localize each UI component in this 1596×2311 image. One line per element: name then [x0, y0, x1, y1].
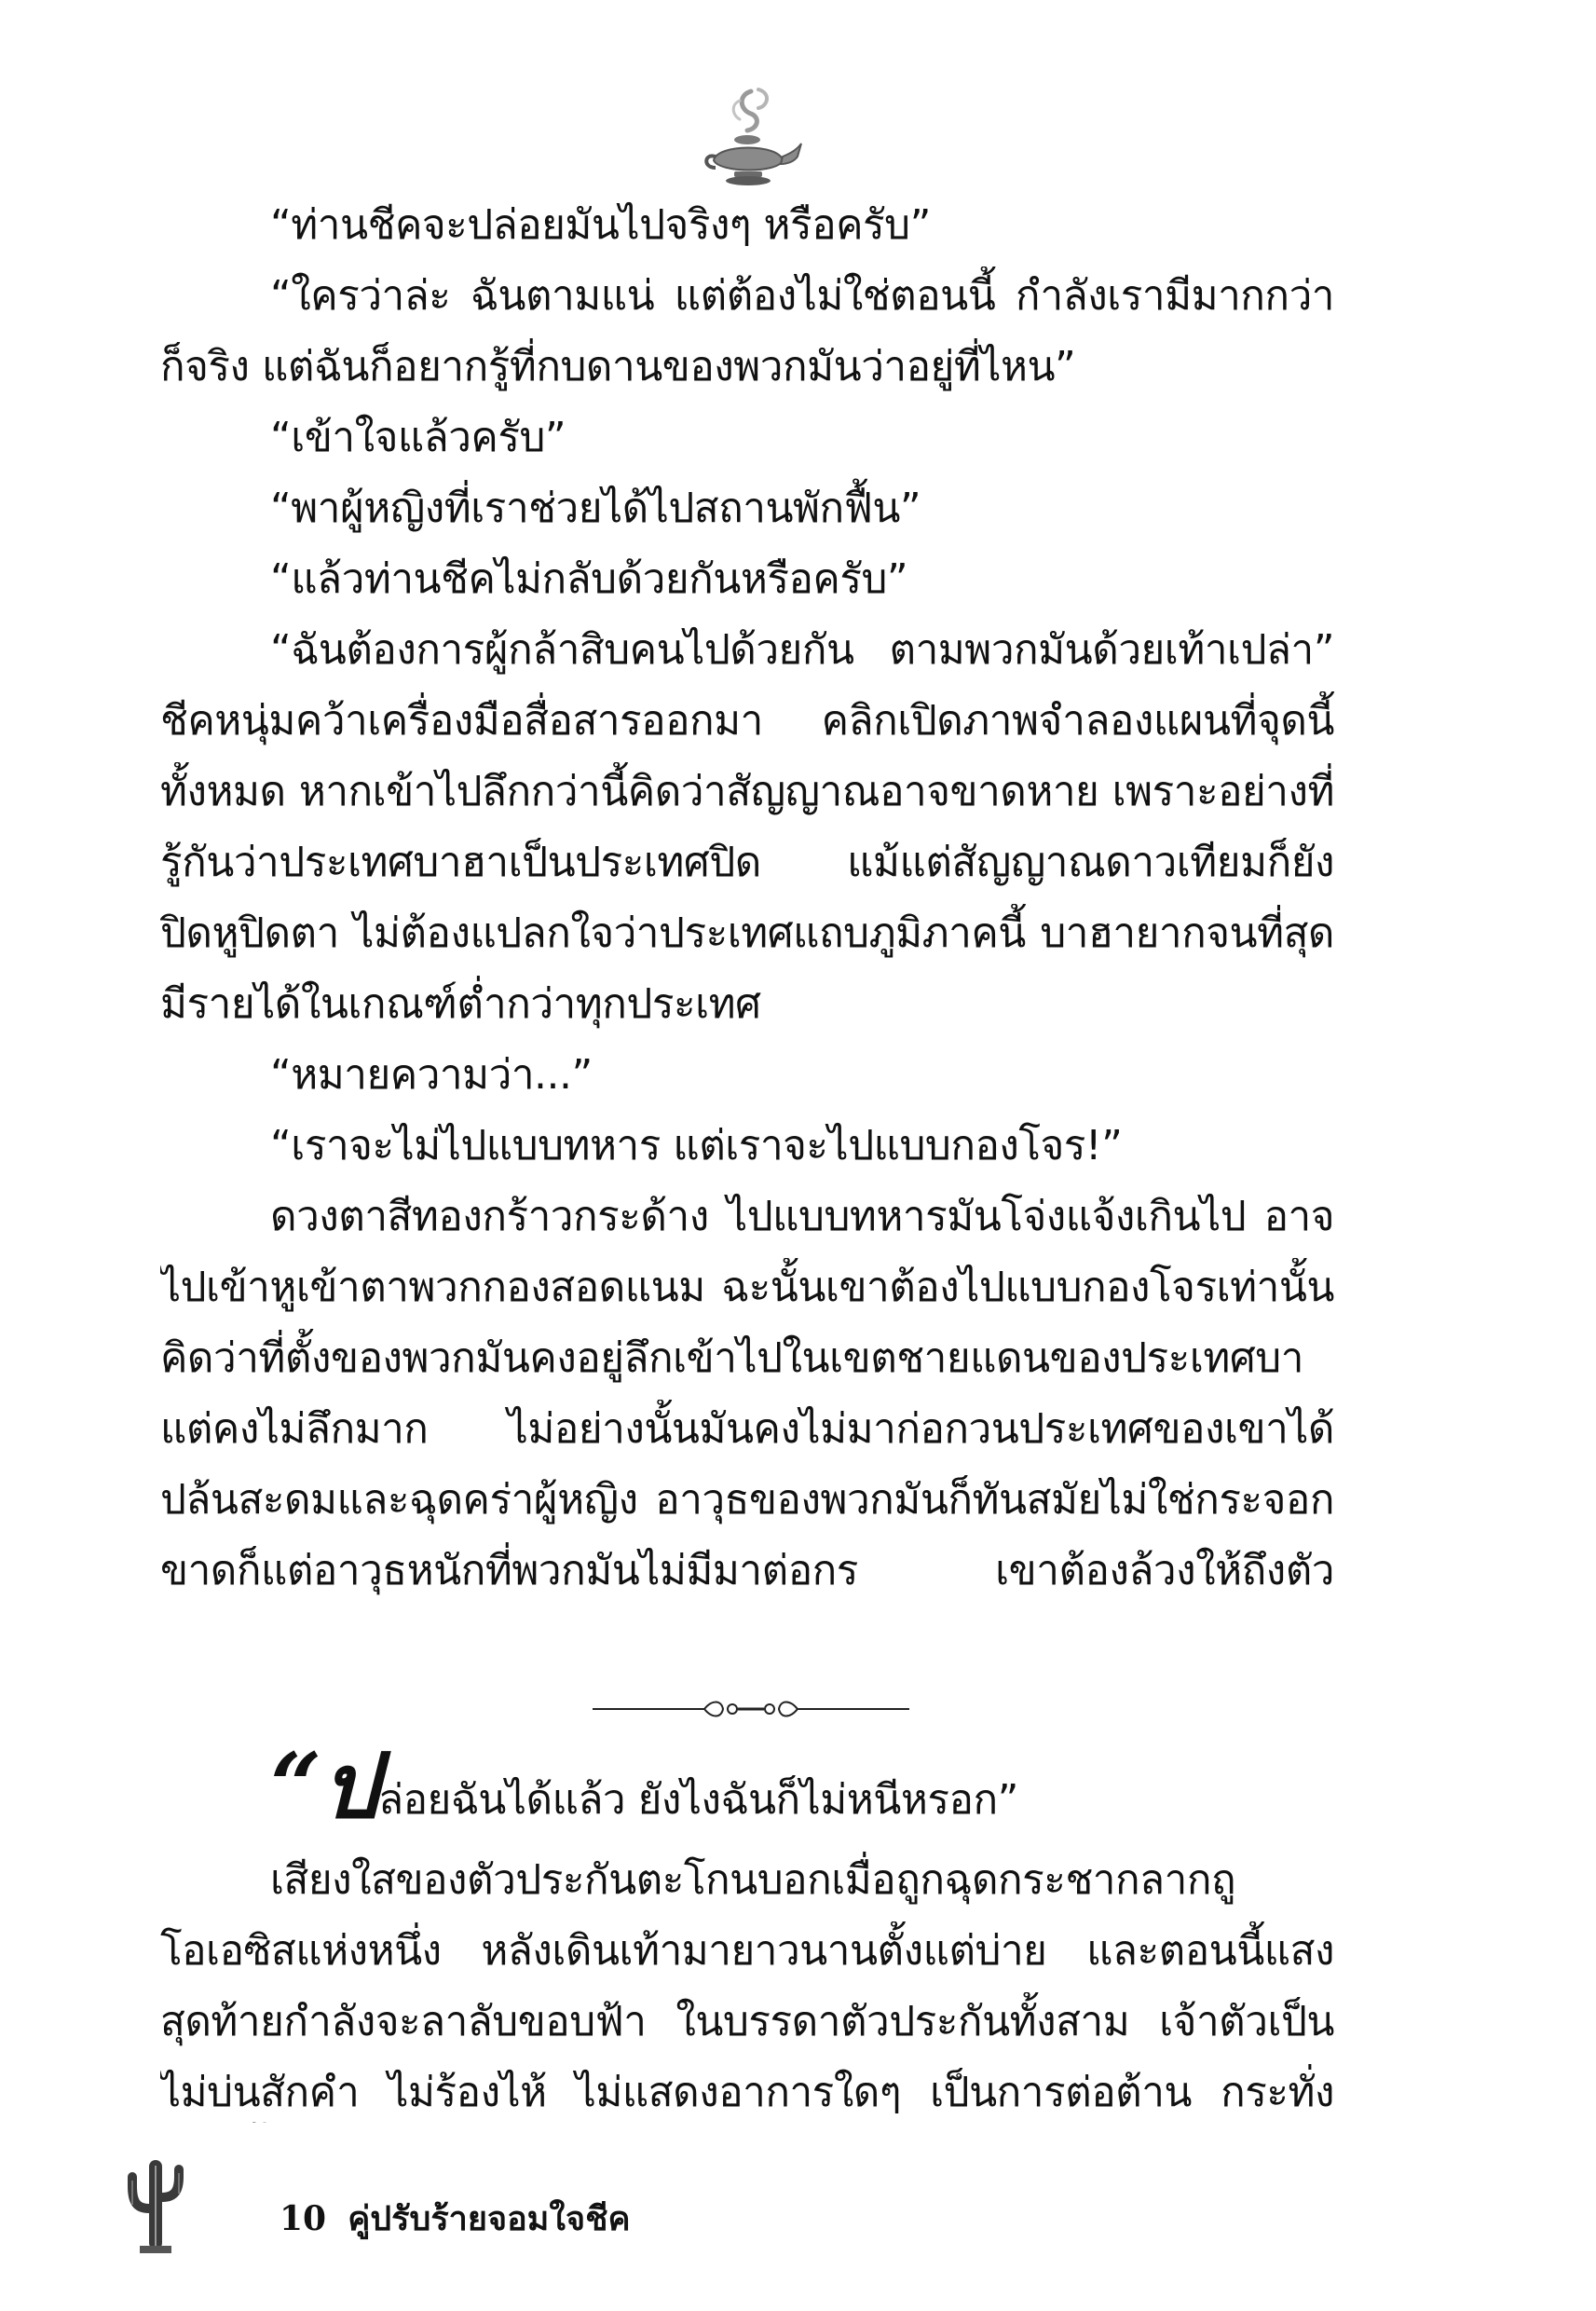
body-line: เสียงใสของตัวประกันตะโกนบอกเมื่อถูกฉุดกระชากลากถู	[270, 1856, 1236, 1904]
body-line: ปิดหูปิดตา ไม่ต้องแปลกใจว่าประเทศแถบภูมิภาคนี้ บาฮายากจนที่สุด	[160, 909, 1334, 957]
body-line: รู้กันว่าประเทศบาฮาเป็นประเทศปิด แม้แต่สัญญาณดาวเทียมก็ยัง	[160, 839, 1334, 886]
book-title: คู่ปรับร้ายจอมใจชีค	[348, 2199, 631, 2238]
body-line: ก็จริง แต่ฉันก็อยากรู้ที่กบดานของพวกมันว่าอยู่ที่ไหน”	[160, 343, 1076, 390]
drop-cap: “ป	[270, 1733, 379, 1839]
body-line: โอเอซิสแห่งหนึ่ง หลังเดินเท้ามายาวนานตั้งแต่บ่าย และตอนนี้แสง	[160, 1927, 1334, 1975]
body-line: “เข้าใจแล้วครับ”	[270, 414, 566, 461]
body-line: “ท่านชีคจะปล่อยมันไปจริงๆ หรือครับ”	[270, 201, 931, 249]
body-line: ไม่บ่นสักคำ ไม่ร้องไห้ ไม่แสดงอาการใดๆ เป็นการต่อต้าน กระทั่ง	[160, 2069, 1334, 2116]
body-line: มีรายได้ในเกณฑ์ต่ำกว่าทุกประเทศ	[160, 980, 761, 1028]
scroll-divider-icon	[583, 1690, 919, 1728]
body-line: ไปเข้าหูเข้าตาพวกกองสอดแนม ฉะนั้นเขาต้องไปแบบกองโจรเท่านั้น	[160, 1264, 1334, 1311]
dropcap-line-text: ล่อยฉันได้แล้ว ยังไงฉันก็ไม่หนีหรอก”	[378, 1776, 1018, 1824]
body-line: “เราจะไม่ไปแบบทหาร แต่เราจะไปแบบกองโจร!”	[270, 1122, 1123, 1169]
body-line: ทั้งหมด หากเข้าไปลึกกว่านี้คิดว่าสัญญาณอาจขาดหาย เพราะอย่างที่	[160, 768, 1334, 815]
cactus-icon	[123, 2153, 188, 2255]
genie-lamp-icon	[693, 82, 805, 194]
body-line: คิดว่าที่ตั้งของพวกมันคงอยู่ลึกเข้าไปในเขตชายแดนของประเทศบา	[160, 1334, 1303, 1382]
body-line: ดวงตาสีทองกร้าวกระด้าง ไปแบบทหารมันโจ่งแจ้งเกินไป อาจ	[270, 1193, 1334, 1240]
body-line: ชีคหนุ่มคว้าเครื่องมือสื่อสารออกมา คลิกเปิดภาพจำลองแผนที่จุดนี้	[160, 697, 1334, 745]
page-number: 10	[280, 2199, 327, 2238]
body-line: “พาผู้หญิงที่เราช่วยได้ไปสถานพักฟื้น”	[270, 485, 921, 532]
body-line: “ฉันต้องการผู้กล้าสิบคนไปด้วยกัน ตามพวกมันด้วยเท้าเปล่า”	[270, 626, 1334, 674]
body-line: “ใครว่าล่ะ ฉันตามแน่ แต่ต้องไม่ใช่ตอนนี้ กำลังเรามีมากกว่า	[270, 272, 1334, 320]
body-line: “แล้วท่านชีคไม่กลับด้วยกันหรือครับ”	[270, 555, 908, 603]
page-footer	[280, 2192, 631, 2248]
body-line: แต่คงไม่ลึกมาก ไม่อย่างนั้นมันคงไม่มาก่อกวนประเทศของเขาได้	[160, 1405, 1334, 1453]
body-line: สุดท้ายกำลังจะลาลับขอบฟ้า ในบรรดาตัวประกันทั้งสาม เจ้าตัวเป็น	[160, 1998, 1334, 2045]
body-line: ปล้นสะดมและฉุดคร่าผู้หญิง อาวุธของพวกมันก็ทันสมัยไม่ใช่กระจอก	[160, 1476, 1334, 1524]
body-line: ขาดก็แต่อาวุธหนักที่พวกมันไม่มีมาต่อกร เขาต้องล้วงให้ถึงตัว	[160, 1547, 1334, 1594]
dropcap-paragraph-start	[270, 1735, 1334, 1838]
body-line: “หมายความว่า...”	[270, 1051, 593, 1099]
